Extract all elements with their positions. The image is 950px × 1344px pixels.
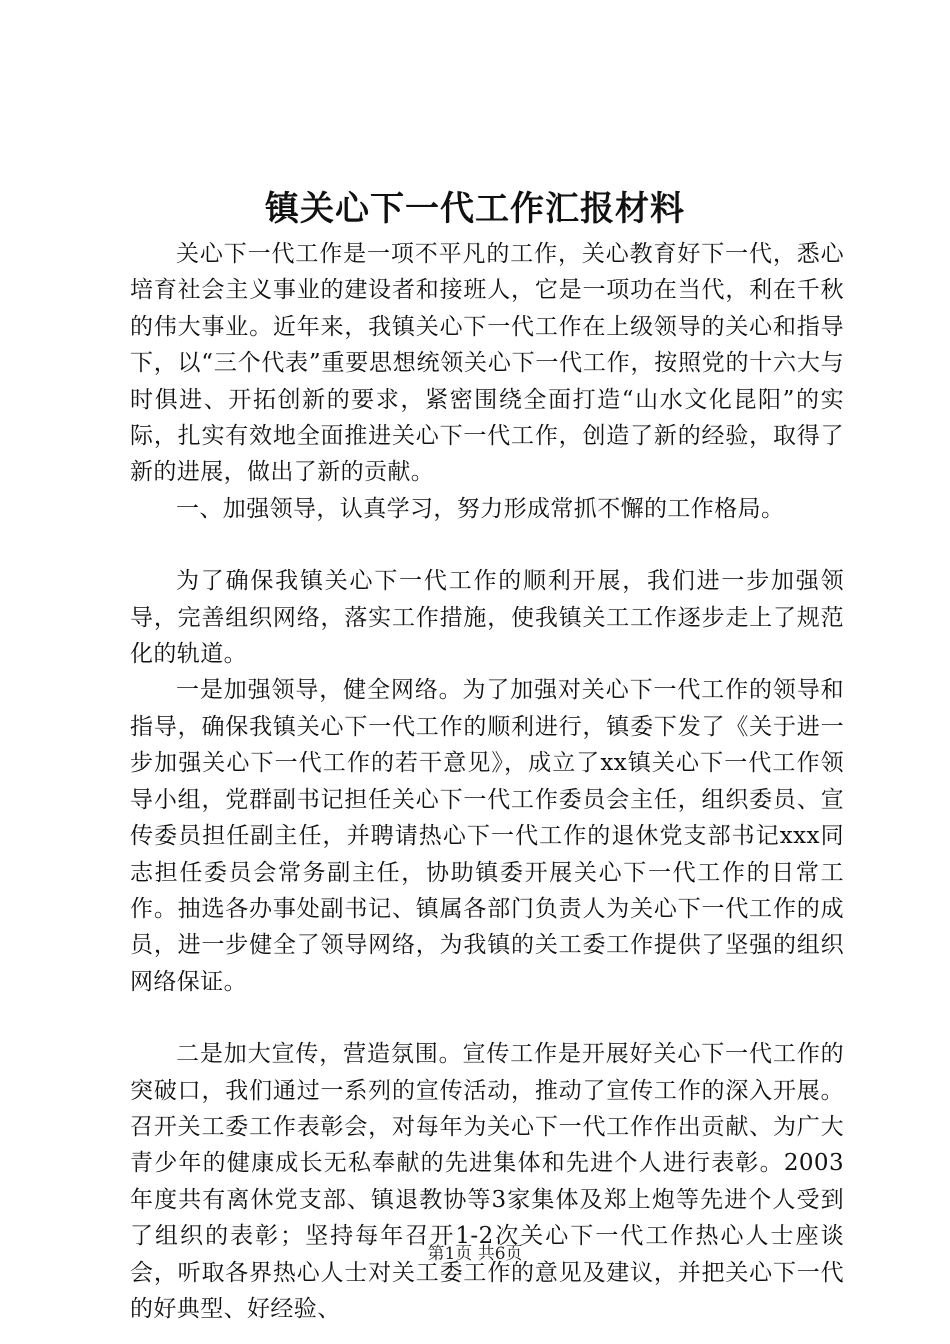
paragraph-spacer (130, 527, 844, 563)
paragraph-publicity: 二是加大宣传，营造氛围。宣传工作是开展好关心下一代工作的突破口，我们通过一系列的宣传活动，推动了宣传工作的深入开展。召开关工委工作表彰会，对每年为关心下一代工作作出贡献、为广大青少年的健康成长无私奉献的先进集体和先进个人进行表彰。2003年度共有离休党支部、镇退教协等3家集体及郑上炮等先进个人受到了组织的表彰；坚持每年召开1-2次关心下一代工作热心人士座谈会，听取各界热心人士对关工委工作的意见及建议，并把关心下一代的好典型、好经验、 (130, 1041, 844, 1322)
document-body (130, 236, 844, 1327)
paragraph-intro: 关心下一代工作是一项不平凡的工作，关心教育好下一代，悉心培育社会主义事业的建设者和接班人，它是一项功在当代，利在千秋的伟大事业。近年来，我镇关心下一代工作在上级领导的关心和指导下，以“三个代表”重要思想统领关心下一代工作，按照党的十六大与时俱进、开拓创新的要求，紧密围绕全面打造“山水文化昆阳”的实际，扎实有效地全面推进关心下一代工作，创造了新的经验，取得了新的进展，做出了新的贡献。 (130, 241, 844, 486)
page-footer: 第1页 共6页 (427, 1244, 523, 1264)
paragraph-section-1-intro: 为了确保我镇关心下一代工作的顺利开展，我们进一步加强领导，完善组织网络，落实工作措施，使我镇关工工作逐步走上了规范化的轨道。 (130, 568, 844, 668)
paragraph-leadership: 一是加强领导，健全网络。为了加强对关心下一代工作的领导和指导，确保我镇关心下一代工作的顺利进行，镇委下发了《关于进一步加强关心下一代工作的若干意见》，成立了xx镇关心下一代工作领导小组，党群副书记担任关心下一代工作委员会主任，组织委员、宣传委员担任副主任，并聘请热心下一代工作的退休党支部书记xxx同志担任委员会常务副主任，协助镇委开展关心下一代工作的日常工作。抽选各办事处副书记、镇属各部门负责人为关心下一代工作的成员，进一步健全了领导网络，为我镇的关工委工作提供了坚强的组织网络保证。 (130, 677, 844, 995)
section-heading-1: 一、加强领导，认真学习，努力形成常抓不懈的工作格局。 (176, 495, 785, 522)
document-title: 镇关心下一代工作汇报材料 (265, 189, 685, 229)
paragraph-spacer (130, 1000, 844, 1036)
